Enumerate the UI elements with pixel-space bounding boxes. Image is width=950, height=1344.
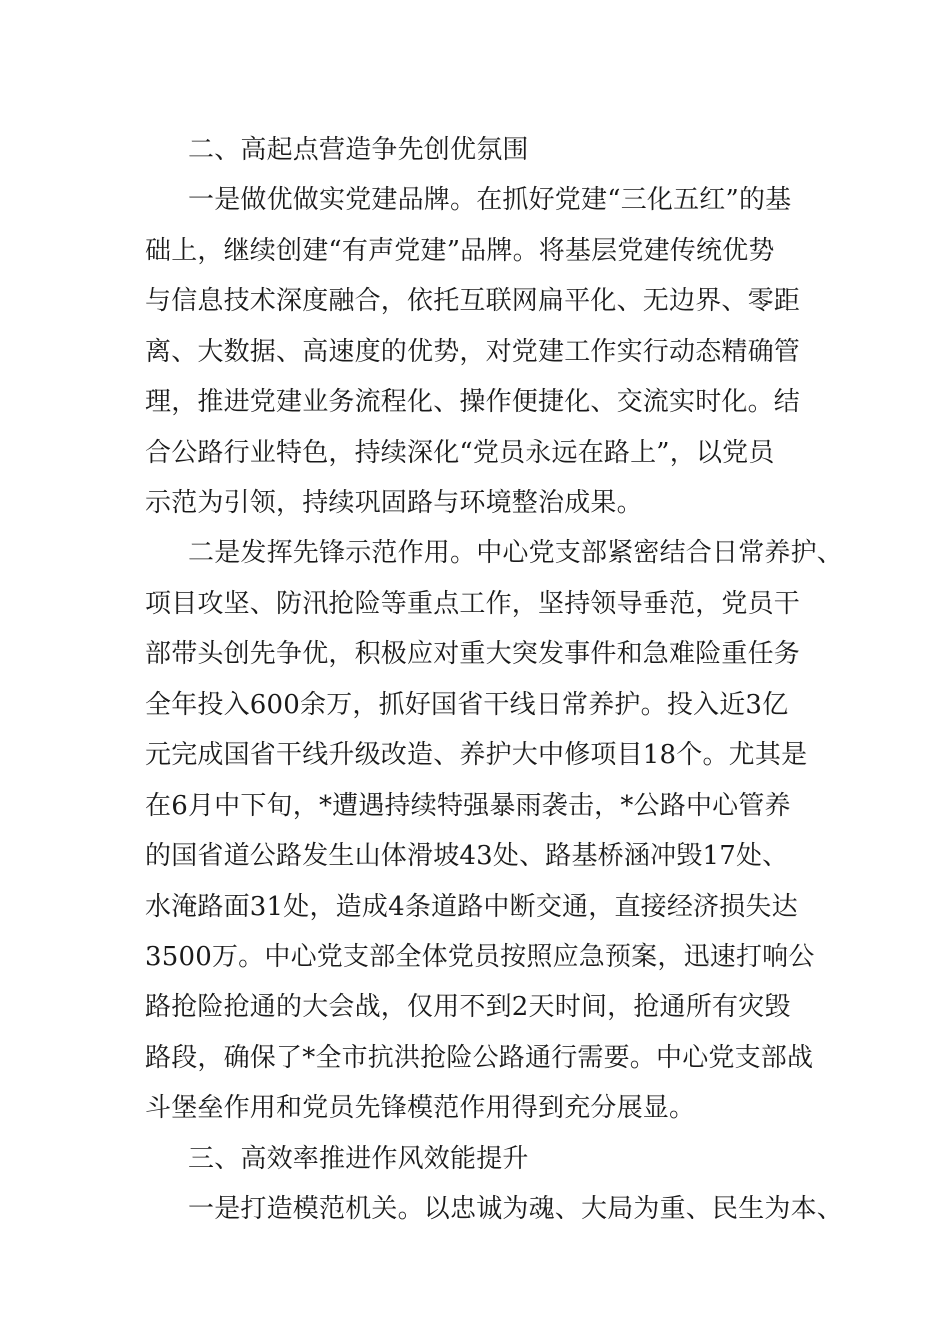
section-heading-2: 二、高起点营造争先创优氛围 (188, 135, 529, 165)
paragraph-line: 合公路行业特色，持续深化“党员永远在路上”，以党员 (145, 438, 775, 468)
paragraph-line: 础上，继续创建“有声党建”品牌。将基层党建传统优势 (145, 236, 775, 266)
paragraph-line: 理，推进党建业务流程化、操作便捷化、交流实时化。结 (145, 387, 801, 417)
paragraph-line: 与信息技术深度融合，依托互联网扁平化、无边界、零距 (145, 286, 801, 316)
paragraph-line: 路抢险抢通的大会战，仅用不到2天时间，抢通所有灾毁 (145, 992, 791, 1022)
paragraph-line: 水淹路面31处，造成4条道路中断交通，直接经济损失达 (145, 892, 798, 922)
paragraph-line: 全年投入600余万，抓好国省干线日常养护。投入近3亿 (145, 690, 789, 720)
paragraph-line: 二是发挥先锋示范作用。中心党支部紧密结合日常养护、 (188, 538, 844, 568)
section-heading-3: 三、高效率推进作风效能提升 (188, 1144, 529, 1174)
paragraph-line: 项目攻坚、防汛抢险等重点工作，坚持领导垂范，党员干 (145, 589, 801, 619)
paragraph-line: 元完成国省干线升级改造、养护大中修项目18个。尤其是 (145, 740, 808, 770)
paragraph-line: 在6月中下旬，*遭遇持续特强暴雨袭击，*公路中心管养 (145, 791, 791, 821)
paragraph-line: 一是做优做实党建品牌。在抓好党建“三化五红”的基 (188, 185, 792, 215)
paragraph-line: 的国省道公路发生山体滑坡43处、路基桥涵冲毁17处、 (145, 841, 789, 871)
paragraph-line: 示范为引领，持续巩固路与环境整治成果。 (145, 488, 643, 518)
paragraph-line: 离、大数据、高速度的优势，对党建工作实行动态精确管 (145, 337, 801, 367)
paragraph-line: 3500万。中心党支部全体党员按照应急预案，迅速打响公 (145, 942, 815, 972)
paragraph-line: 一是打造模范机关。以忠诚为魂、大局为重、民生为本、 (188, 1194, 844, 1224)
paragraph-line: 部带头创先争优，积极应对重大突发事件和急难险重任务 (145, 639, 801, 669)
paragraph-line: 路段，确保了*全市抗洪抢险公路通行需要。中心党支部战 (145, 1043, 814, 1073)
paragraph-line: 斗堡垒作用和党员先锋模范作用得到充分展显。 (145, 1093, 696, 1123)
